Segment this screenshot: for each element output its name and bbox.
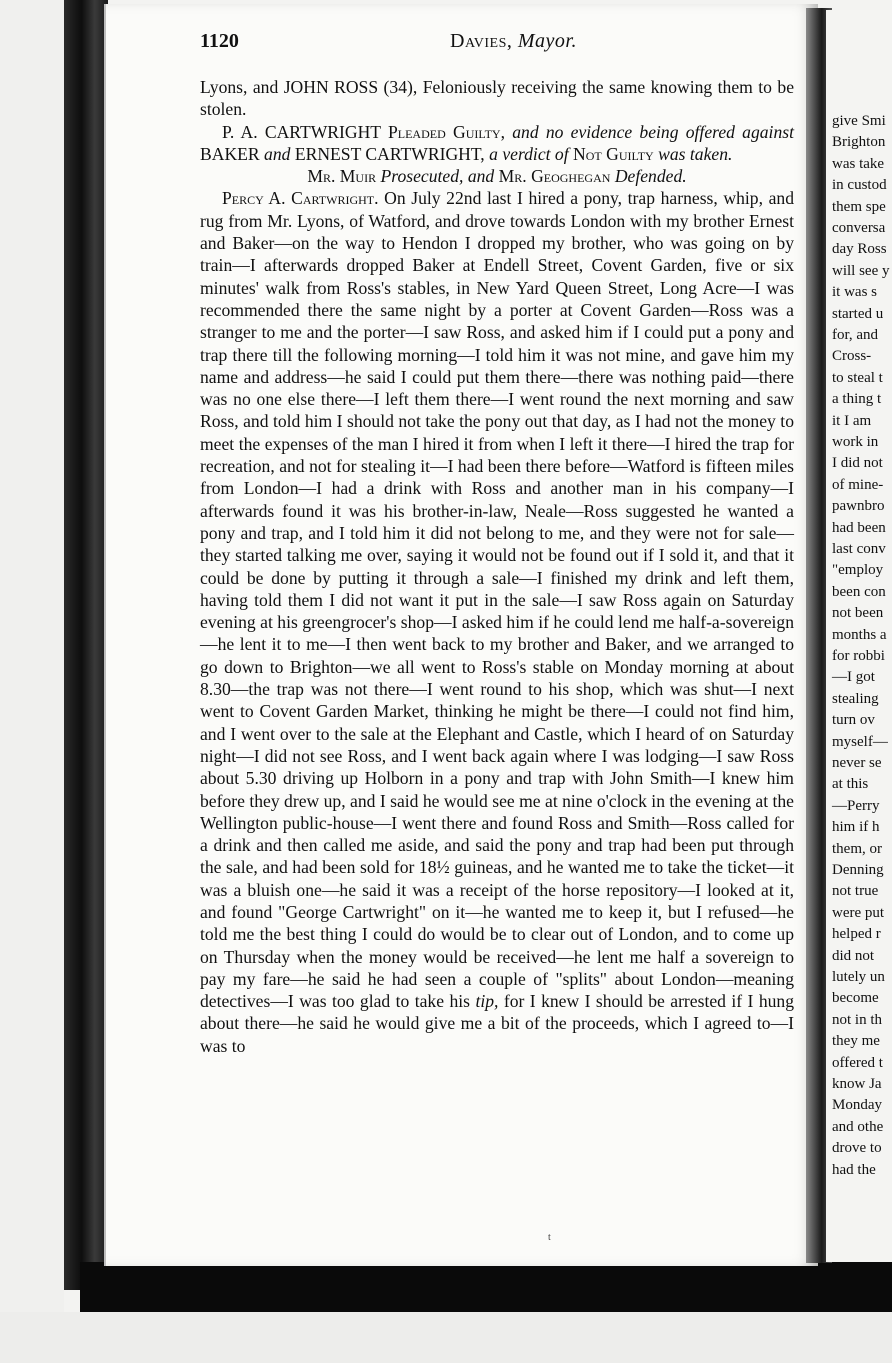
conjunction: and (264, 143, 291, 164)
facing-page-line: know Ja (832, 1076, 882, 1092)
facing-page-line: —I got (832, 669, 875, 686)
facing-page-fragment (826, 10, 892, 1262)
counsel-and: and (467, 166, 495, 187)
facing-page-line: did not (832, 947, 875, 964)
charge-paragraph: Lyons, and JOHN ROSS (34), Feloniously receiving the same knowing them to be stolen. (200, 77, 794, 120)
running-head-title: Mayor. (517, 30, 577, 52)
facing-page-line: work in (832, 434, 879, 450)
facing-page-line: give Smi (832, 113, 886, 129)
facing-page-line: and othe (832, 1118, 884, 1135)
witness-name: Percy A. Cartwright. (222, 188, 379, 209)
facing-page-line: them spe (832, 198, 886, 215)
book-spine-edge (64, 0, 108, 1290)
facing-page-line: it I am (832, 412, 872, 429)
facing-page-line: Denning (832, 862, 884, 878)
facing-page-line: it was s (832, 284, 877, 301)
facing-page-line: drove to (832, 1140, 882, 1157)
facing-page-line: not true (832, 883, 879, 900)
facing-page-line: they me (832, 1033, 880, 1050)
verdict-end: was taken. (658, 143, 733, 164)
facing-page-line: Cross- (832, 348, 872, 365)
prosecuted: Prosecuted, (380, 166, 464, 187)
facing-page-line: lutely un (832, 969, 885, 985)
book-bottom-shadow (80, 1262, 892, 1312)
facing-page-line: turn ov (832, 712, 875, 729)
facing-page-line: him if h (832, 819, 880, 836)
page-body (200, 76, 794, 1057)
bottom-mark: t (548, 1232, 551, 1243)
defendant-name-3: ERNEST CARTWRIGHT, (294, 143, 485, 164)
facing-page-line: become (832, 990, 879, 1007)
facing-page-line: "employ (832, 562, 884, 579)
defendant-name-2: BAKER (200, 143, 260, 164)
facing-page-line: months a (832, 626, 887, 643)
facing-page-line: a thing t (832, 391, 882, 408)
facing-page-line: had the (832, 1161, 876, 1178)
facing-page-line: in custod (832, 177, 887, 194)
scan-margin-bottom (0, 1312, 892, 1363)
verdict: Not Guilty (573, 143, 654, 164)
facing-page-line: pawnbro (832, 498, 885, 515)
facing-page-line: been con (832, 583, 886, 600)
facing-page-line: conversa (832, 220, 886, 236)
facing-page-line: for robbi (832, 648, 885, 664)
facing-page-line: had been (832, 519, 886, 536)
facing-page-line: day Ross (832, 241, 887, 258)
defended: Defended. (614, 166, 687, 187)
testimony-text: On July 22nd last I hired a pony, trap harness, whip, and rug from Mr. Lyons, of Watford, and drove towards London with my brother Ernest and Baker—on the way to Hendon I dropped my brother, who was going on by train—I afterwards dropped Baker at Endell Street, Covent Garden, five or six minutes' walk from Ross's stables, in New Yard Queen Street, Long Acre—I was recommended there the same night by a porter at Covent Garden—Ross was a stranger to me and the porter—I saw Ross, and asked him if I could put a pony and trap there till the following morning—I told him it was not mine, and gave him my name and address—he said I could put them there—there was nothing paid—there was no one else there—I left them there—I went round the next morning and saw Ross, and told him I should not take the pony out that day, as I had not the money to meet the expenses of the man I hired it from when I left it there—I hired the trap for recreation, and not for stealing it—I had been there before—Watford is fifteen miles from London—I had a drink with Ross and another man in his company—I afterwards found it was his brother-in-law, Neale—Ross suggested he wanted a pony and trap, and I told him it did not belong to me, and they were not for sale—they started talking me over, saying it would not be found out if I sold it, and that it could be done by putting it through a sale—I finished my drink and left them, having told them I did not want it put in the sale—I saw Ross again on Saturday evening at his greengrocer's shop—I asked him if he could lend me half-a-sovereign—he lent it to me—I then went back to my brother and Baker, and we arranged to go down to Brighton—we all went to Ross's stable on Monday morning at about 8.30—the trap was not there—I went round to his shop, which was shut—I next went to Covent Garden Market, thinking he might be there—I could not find him, and I went over to the sale at the Elephant and Castle, which I heard of on Saturday night—I did not see Ross, and I went back again where I was lodging—I saw Ross about 5.30 driving up Holborn in a pony and trap with John Smith—I knew him before they drew up, and I said he would see me at nine o'clock in the evening at the Wellington public-house—I went there and found Ross and Smith—Ross called for a drink and then called me aside, and said the pony and trap had been put through the sale, and had been sold for 18½ guineas, and he wanted me to take the ticket—it was a bluish one—he said it was a receipt of the horse repository—I looked at it, and found "George Cartwright" on it—he wanted me to keep it, but I refused—he told me the best thing I could do would be to clear out of London, and to come up on Thursday when the money would be received—he lent me half a sovereign to pay my fare—he said he had seen a couple of "splits" about London—meaning detectives—I was too glad to take his (200, 188, 794, 1012)
page-number: 1120 (200, 30, 239, 52)
plea: Pleaded Guilty, (387, 121, 505, 142)
facing-page-line: started u (832, 305, 884, 322)
facing-page-line: Brighton (832, 134, 886, 151)
defender: Mr. Geoghegan (498, 166, 611, 187)
facing-page-line: them, or (832, 840, 882, 857)
counsel-line (200, 165, 794, 187)
facing-page-line: last conv (832, 541, 886, 557)
prosecutor: Mr. Muir (307, 166, 377, 187)
facing-page-line: Monday (832, 1097, 882, 1114)
facing-page-line: not in th (832, 1011, 883, 1028)
facing-page-line: were put (832, 904, 885, 921)
facing-page-line: offered t (832, 1054, 883, 1071)
scan-margin-left (0, 0, 64, 1363)
facing-page-line: not been (832, 605, 884, 622)
facing-page-line: was take (832, 155, 885, 172)
facing-page-line: to steal t (832, 369, 883, 386)
plea-paragraph (200, 121, 794, 166)
running-head-name: Davies, (450, 30, 513, 52)
facing-page-line: helped r (832, 926, 881, 943)
testimony-end: for I knew I should be arrested if I hung about there—he said he would give me a bit of the proceeds, which I agreed to—I was to (200, 991, 795, 1056)
facing-page-line: —Perry (832, 797, 880, 814)
facing-page-line: of mine- (832, 476, 884, 493)
facing-page-line: will see y (832, 262, 890, 279)
running-head (450, 30, 577, 53)
defendant-name: P. A. CARTWRIGHT (222, 121, 381, 142)
facing-page-line: never se (832, 755, 882, 771)
page-header (200, 30, 790, 60)
verdict-text: a verdict of (489, 143, 569, 164)
testimony-paragraph (200, 187, 794, 1057)
facing-page-line: for, and (832, 327, 879, 343)
facing-page-line: at this (832, 776, 869, 793)
testimony-italic: tip, (475, 991, 499, 1012)
facing-page-line: I did not (832, 455, 883, 472)
facing-page-line: stealing (832, 690, 879, 707)
plea-text: and no evidence being offered against (512, 121, 794, 142)
facing-page-line: myself— (832, 733, 888, 750)
